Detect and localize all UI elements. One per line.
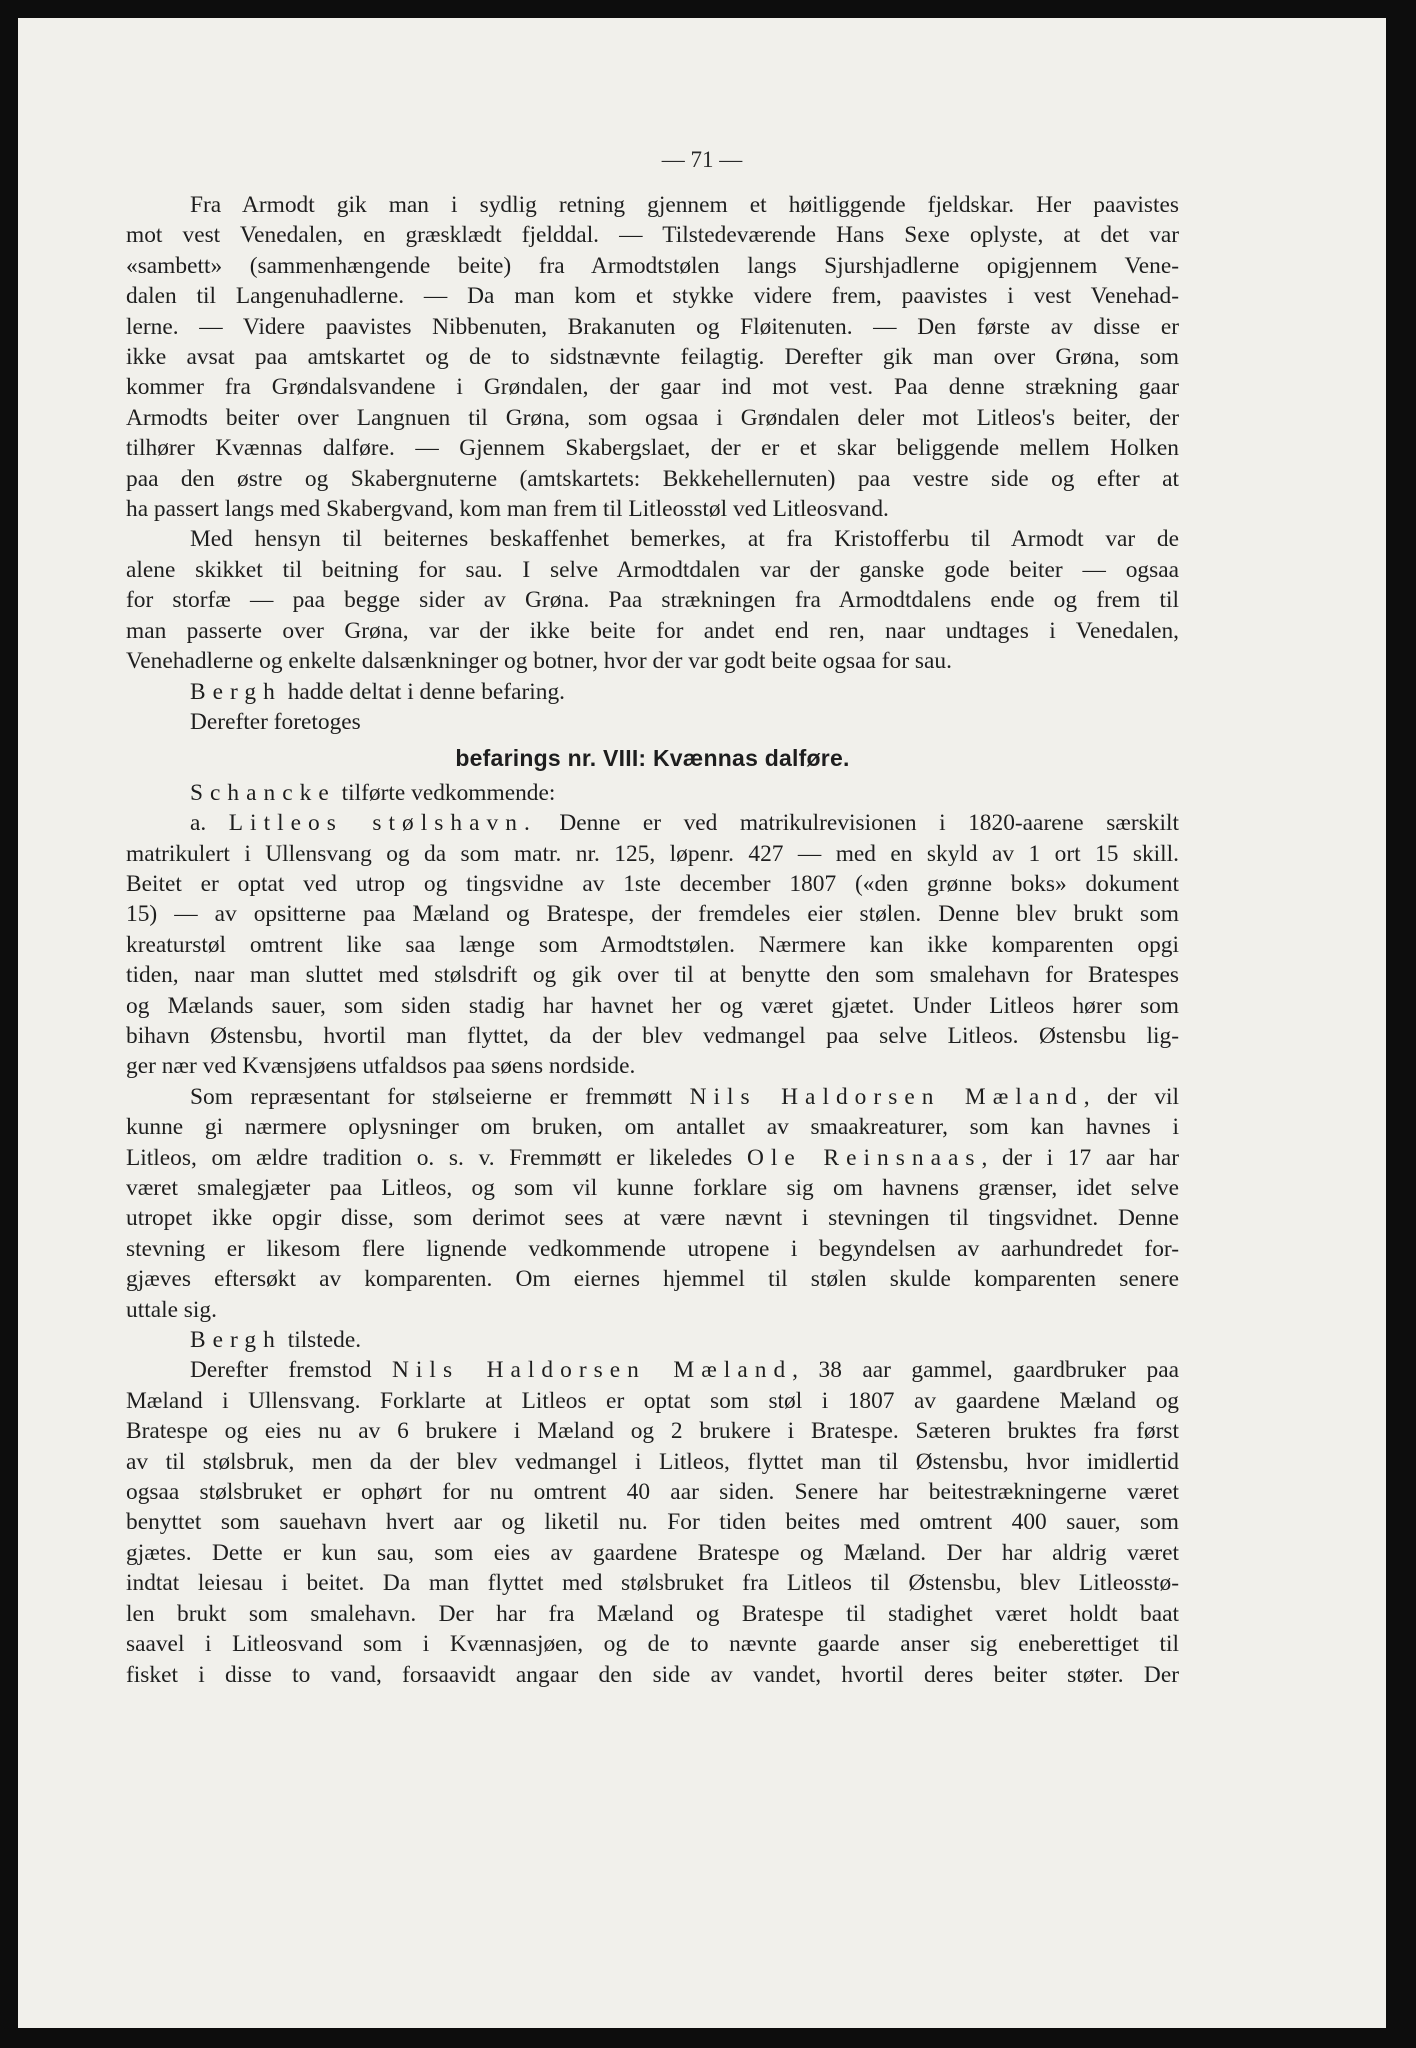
person-name: Bergh bbox=[190, 678, 282, 705]
text-line: været smalegjæter paa Litleos, og som vil kunne forklare sig om havnens grænser, idet selve bbox=[126, 1175, 1179, 1201]
paragraph-schancke bbox=[126, 778, 1179, 808]
text-run: Som repræsentant for stølseierne er fremmøtt bbox=[190, 1083, 690, 1110]
text-run: a. bbox=[190, 810, 229, 837]
text-line bbox=[126, 778, 1179, 808]
person-name: Bergh bbox=[190, 1327, 282, 1354]
text-line: gjætes. Dette er kun sau, som eies av gaardene Bratespe og Mæland. Der har aldrig været bbox=[126, 1539, 1179, 1566]
text-line: gjæves eftersøkt av komparenten. Om eiernes hjemmel til stølen skulde komparenten senere bbox=[126, 1266, 1179, 1293]
text-line: 15) — av opsitterne paa Mæland og Bratespe, der fremdeles eier stølen. Denne blev brukt som bbox=[126, 901, 1179, 928]
text-line: lerne. — Videre paavistes Nibbenuten, Brakanuten og Fløitenuten. — Den første av disse er bbox=[126, 313, 1179, 340]
paragraph-armodt-route bbox=[126, 190, 1179, 524]
text-line: ha passert langs med Skabergvand, kom man frem til Litleosstøl ved Litleosvand. bbox=[126, 496, 889, 523]
text-line: alene skikket til beitning for sau. I selve Armodtdalen var der ganske gode beiter — ogsaa bbox=[126, 556, 1179, 583]
text-line: saavel i Litleosvand som i Kvænnasjøen, og de to nævnte gaarde anser sig eneberettiget til bbox=[126, 1631, 1179, 1658]
text-line: Venehadlerne og enkelte dalsænkninger og botner, hvor der var godt beite ogsaa for sau. bbox=[126, 648, 952, 675]
text-line: man passerte over Grøna, var der ikke beite for andet end ren, naar undtages i Venedalen, bbox=[126, 617, 1179, 644]
text-run: Derefter fremstod bbox=[190, 1357, 392, 1384]
text-line bbox=[126, 1355, 1179, 1385]
text-line bbox=[126, 808, 1179, 838]
text-line: ger nær ved Kvænsjøens utfaldsos paa søens nordside. bbox=[126, 1053, 636, 1080]
text-line: stevning er likesom flere lignende vedkommende utropene i begyndelsen av aarhundredet for- bbox=[126, 1235, 1179, 1262]
text-run: Denne er ved matrikulrevisionen i 1820-aarene særskilt bbox=[536, 810, 1179, 837]
text-run: Litleos, om ældre tradition o. s. v. Fremmøtt er likeledes bbox=[126, 1144, 747, 1171]
text-line: tilhører Kvænnas dalføre. — Gjennem Skabergslaet, der er et skar beliggende mellem Holken bbox=[126, 435, 1179, 462]
text-line: Armodts beiter over Langnuen til Grøna, som ogsaa i Grøndalen deler mot Litleos's beiter, der bbox=[126, 404, 1179, 431]
text-line: utropet ikke opgir disse, som derimot sees at være nævnt i stevningen til tingsvidnet. Denne bbox=[126, 1205, 1179, 1232]
text-line bbox=[126, 677, 1179, 707]
person-name: Nils Haldorsen Mæland bbox=[392, 1357, 793, 1384]
text-line: benyttet som sauehavn hvert aar og liketil nu. For tiden beites med omtrent 400 sauer, som bbox=[126, 1509, 1179, 1536]
document-page bbox=[18, 18, 1386, 2028]
text-run: , der i 17 aar har bbox=[981, 1144, 1180, 1171]
person-name: Schancke bbox=[190, 779, 336, 806]
text-line: fisket i disse to vand, forsaavidt angaar den side av vandet, hvortil deres beiter støter. Der bbox=[126, 1661, 1179, 1688]
text-line: og Mælands sauer, som siden stadig har havnet her og været gjætet. Under Litleos hører som bbox=[126, 992, 1179, 1019]
person-name: Nils Haldorsen Mæland bbox=[689, 1083, 1084, 1110]
text-line: Bratespe og eies nu av 6 brukere i Mæland og 2 brukere i Bratespe. Sæteren bruktes fra først bbox=[126, 1418, 1179, 1445]
text-run: tilførte vedkommende: bbox=[335, 779, 556, 806]
body-text bbox=[126, 190, 1179, 1690]
text-line: ogsaa stølsbruket er ophørt for nu omtrent 40 aar siden. Senere har beitestrækningerne været bbox=[126, 1479, 1179, 1506]
paragraph-bergh-tilstede bbox=[126, 1325, 1179, 1355]
text-line: Med hensyn til beiternes beskaffenhet bemerkes, at fra Kristofferbu til Armodt var de bbox=[190, 526, 1179, 553]
text-line: kreaturstøl omtrent like saa længe som Armodtstølen. Nærmere kan ikke komparenten opgi bbox=[126, 931, 1179, 958]
text-run: , 38 aar gammel, gaardbruker paa bbox=[792, 1357, 1179, 1384]
text-line: kunne gi nærmere oplysninger om bruken, om antallet av smaakreaturer, som kan havnes i bbox=[126, 1114, 1179, 1141]
paragraph-foretoges bbox=[126, 707, 1179, 737]
paragraph-forklaring bbox=[126, 1355, 1179, 1689]
text-line bbox=[126, 1082, 1179, 1112]
paragraph-litleos-stolshavn bbox=[126, 808, 1179, 1082]
place-name: Litleos stølshavn. bbox=[228, 810, 537, 837]
page-number: — 71 — bbox=[661, 147, 743, 172]
text-run: , der vil bbox=[1083, 1083, 1179, 1110]
text-line: dalen til Langenuhadlerne. — Da man kom et stykke videre frem, paavistes i vest Venehad- bbox=[126, 283, 1179, 310]
paragraph-representant bbox=[126, 1082, 1179, 1325]
text-line bbox=[126, 1143, 1179, 1173]
text-line: mot vest Venedalen, en græsklædt fjelddal. — Tilstedeværende Hans Sexe oplyste, at det var bbox=[126, 222, 1179, 249]
text-line: Derefter foretoges bbox=[190, 708, 361, 735]
text-line: tiden, naar man sluttet med stølsdrift og gik over til at benytte den som smalehavn for Bratespes bbox=[126, 962, 1179, 989]
person-name: Ole Reinsnaas bbox=[746, 1144, 982, 1171]
text-line: Mæland i Ullensvang. Forklarte at Litleos er optat som støl i 1807 av gaardene Mæland og bbox=[126, 1387, 1179, 1414]
text-line: indtat leiesau i beitet. Da man flyttet med stølsbruket fra Litleos til Østensbu, blev Litleosstø- bbox=[126, 1570, 1179, 1597]
text-line: kommer fra Grøndalsvandene i Grøndalen, der gaar ind mot vest. Paa denne strækning gaar bbox=[126, 374, 1179, 401]
text-run: hadde deltat i denne befaring. bbox=[281, 678, 566, 705]
text-line: paa den østre og Skabergnuterne (amtskartets: Bekkehellernuten) paa vestre side og efter at bbox=[126, 465, 1179, 492]
text-line: matrikulert i Ullensvang og da som matr. nr. 125, løpenr. 427 — med en skyld av 1 ort 15 skill. bbox=[126, 840, 1179, 867]
text-line: uttale sig. bbox=[126, 1296, 217, 1323]
paragraph-bergh-deltat bbox=[126, 677, 1179, 707]
text-line: Beitet er optat ved utrop og tingsvidne av 1ste december 1807 («den grønne boks» dokument bbox=[126, 870, 1179, 897]
text-line bbox=[126, 1325, 1179, 1355]
text-line: bihavn Østensbu, hvortil man flyttet, da der blev vedmangel paa selve Litleos. Østensbu lig- bbox=[126, 1022, 1179, 1049]
text-line: av til stølsbruk, men da der blev vedmangel i Litleos, flyttet man til Østensbu, hvor imidlertid bbox=[126, 1448, 1179, 1475]
paragraph-beiter bbox=[126, 524, 1179, 676]
text-line: ikke avsat paa amtskartet og de to sidstnævnte feilagtig. Derefter gik man over Grøna, som bbox=[126, 344, 1179, 371]
text-run: tilstede. bbox=[281, 1327, 362, 1354]
section-heading: befarings nr. VIII: Kvænnas dalføre. bbox=[455, 745, 850, 772]
text-line: «sambett» (sammenhængende beite) fra Armodtstølen langs Sjurshjadlerne opigjennem Vene- bbox=[126, 252, 1179, 279]
text-line: for storfæ — paa begge sider av Grøna. Paa strækningen fra Armodtdalens ende og frem til bbox=[126, 587, 1179, 614]
text-line: Fra Armodt gik man i sydlig retning gjennem et høitliggende fjeldskar. Her paavistes bbox=[190, 192, 1179, 218]
text-line: len brukt som smalehavn. Der har fra Mæland og Bratespe til stadighet været holdt baat bbox=[126, 1600, 1179, 1627]
